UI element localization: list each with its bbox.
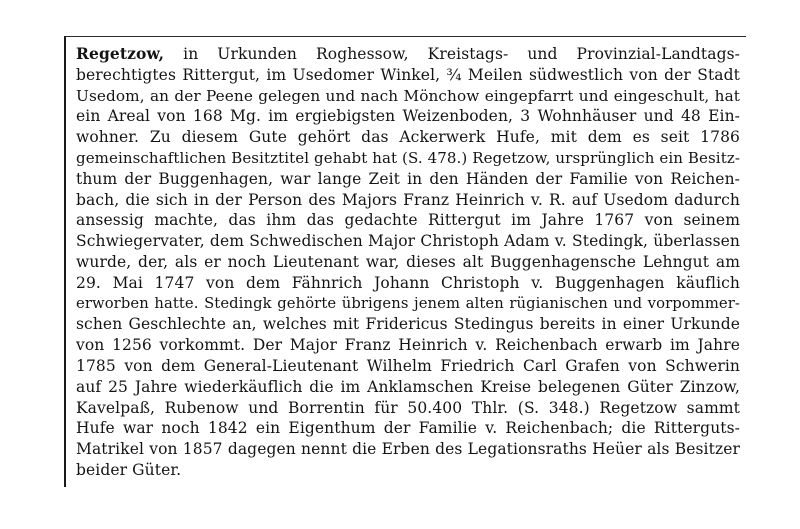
- text-line: 1785 von dem General-Lieutenant Wilhelm Friedrich Carl Grafen von Schwerin: [76, 356, 740, 375]
- headword: Regetzow,: [76, 44, 165, 63]
- text-line: 29. Mai 1747 von dem Fähnrich Johann Christoph v. Buggenhagen käuflich: [76, 273, 740, 292]
- text-line: ansessig machte, das ihm das gedachte Rittergut im Jahre 1767 von seinem: [76, 211, 740, 230]
- text-line: erworben hatte. Stedingk gehörte übrigens jenem alten rügianischen und vorpommer-: [76, 294, 740, 312]
- text-line: beider Güter.: [76, 460, 182, 479]
- article-text: [76, 44, 740, 481]
- text-line: von 1256 vorkommt. Der Major Franz Heinrich v. Reichenbach erwarb im Jahre: [76, 336, 740, 355]
- text-line: Matrikel von 1857 dagegen nennt die Erben des Legationsraths Heüer als Besitzer: [76, 440, 740, 459]
- text-line: auf 25 Jahre wiederkäuflich die im Anklamschen Kreise belegenen Güter Zinzow,: [76, 377, 740, 396]
- text-line: wurde, der, als er noch Lieutenant war, dieses alt Buggenhagensche Lehngut am: [76, 252, 740, 271]
- text-line: bach, die sich in der Person des Majors Franz Heinrich v. R. auf Usedom dadurch: [76, 190, 740, 209]
- text-line: gemeinschaftlichen Besitztitel gehabt hat (S. 478.) Regetzow, ursprünglich ein Besitz-: [76, 148, 740, 167]
- text-line: thum der Buggenhagen, war lange Zeit in den Händen der Familie von Reichen-: [76, 169, 740, 188]
- text-line: Usedom, an der Peene gelegen und nach Mönchow eingepfarrt und eingeschult, hat: [76, 86, 740, 105]
- text-line: berechtigtes Rittergut, im Usedomer Winkel, ¾ Meilen südwestlich von der Stadt: [76, 65, 740, 84]
- text-line: ein Areal von 168 Mg. im ergiebigsten Weizenboden, 3 Wohnhäuser und 48 Ein-: [76, 107, 740, 126]
- text-line: Kavelpaß, Rubenow und Borrentin für 50.400 Thlr. (S. 348.) Regetzow sammt: [76, 398, 740, 417]
- text-line: Regetzow, in Urkunden Roghessow, Kreistags- und Provinzial-Landtags-: [76, 44, 740, 63]
- text-line: Schwiegervater, dem Schwedischen Major Christoph Adam v. Stedingk, überlassen: [76, 232, 740, 251]
- text-line: wohner. Zu diesem Gute gehört das Ackerwerk Hufe, mit dem es seit 1786: [76, 128, 740, 147]
- text-line: schen Geschlechte an, welches mit Fridericus Stedingus bereits in einer Urkunde: [76, 315, 740, 334]
- text-line: Hufe war noch 1842 ein Eigenthum der Familie v. Reichenbach; die Ritterguts-: [76, 419, 740, 438]
